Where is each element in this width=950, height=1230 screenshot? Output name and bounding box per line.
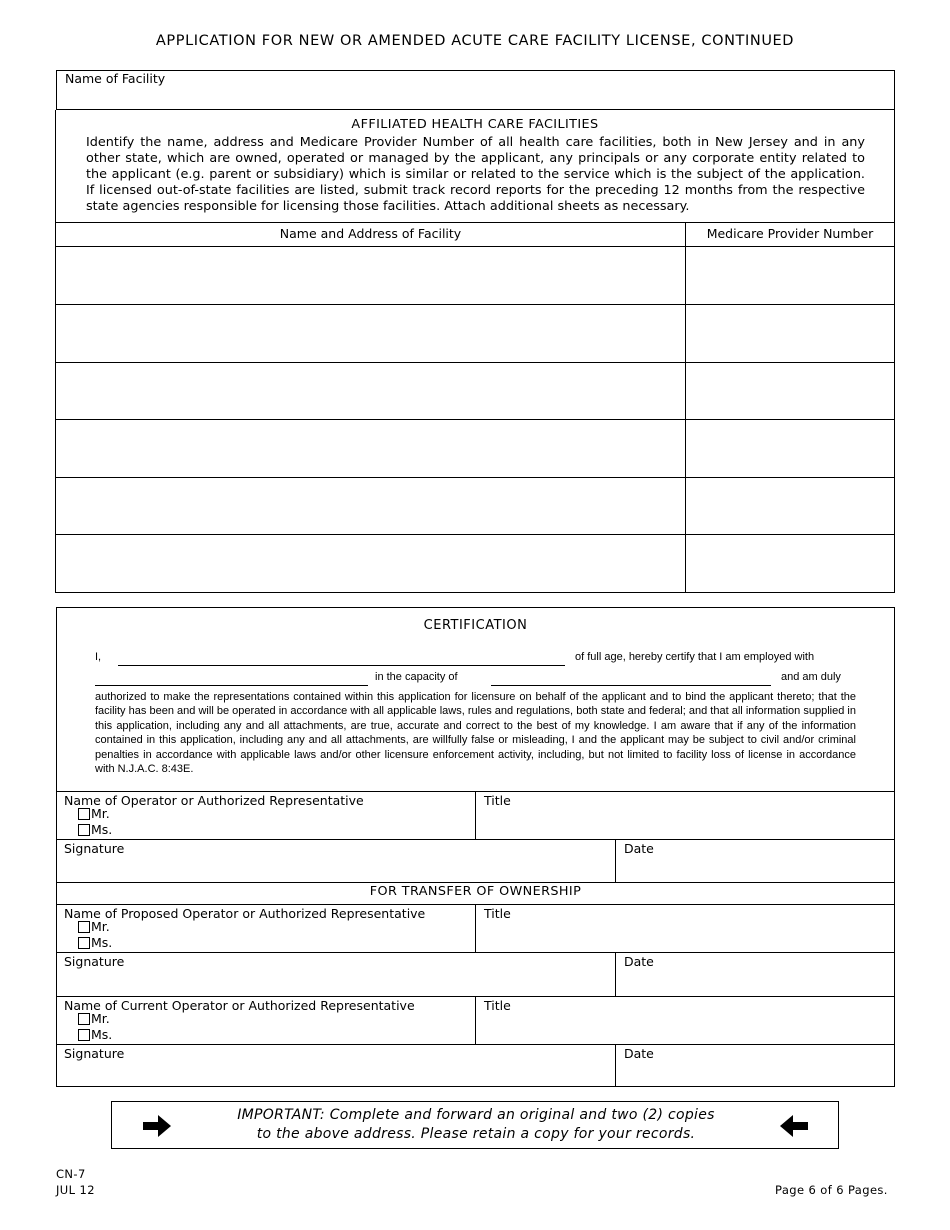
employer-line[interactable] (95, 685, 368, 686)
mr-label: Mr. (91, 806, 110, 821)
proposed-date-field[interactable] (616, 953, 894, 996)
affiliated-instructions: Identify the name, address and Medicare Provider Number of all health care facilities, both in New Jersey and in any other state, which are owned, operated or managed by the applicant, any principals or any corporate entity related to the applicant (e.g. parent or subsidiary) which is similar or related to the service which is the subject of the application. If licensed out-of-state facilities are listed, submit track record reports for the preceding 12 months from the respective state agencies responsible for licensing those facilities. Attach additional sheets as necessary. (86, 135, 865, 214)
current-operator-name-label: Name of Current Operator or Authorized Representative (64, 998, 415, 1013)
page-number: Page 6 of 6 Pages. (775, 1183, 888, 1197)
certification-body: authorized to make the representations contained within this application for licensure on behalf of the applicant and to bind the applicant thereto; that the facility has been and will be operated in accordance with all applicable laws, rules and regulations, both state and federal; and that all information supplied in this application, including any and all attachments, are true, accurate and correct to the best of my knowledge. I am aware that if any of the information contained in this application, including any and all attachments, are willfully false or misleading, I and the applicant may be subject to civil and/or criminal penalties in accordance with applicable laws and/or other licensure enforcement activity, including, but not limited to facility loss of license in accordance with N.J.A.C. 8:43E. (95, 691, 856, 776)
current-title-field[interactable] (476, 997, 894, 1044)
important-line-2: to the above address. Please retain a copy for your records. (256, 1126, 696, 1142)
table-row (56, 535, 894, 592)
table-row (56, 478, 894, 534)
current-mr-checkbox[interactable] (78, 1013, 90, 1025)
current-ms-label: Ms. (91, 1027, 113, 1042)
ms-label: Ms. (91, 822, 113, 837)
current-date-label: Date (624, 1046, 654, 1061)
capacity-line[interactable] (491, 685, 771, 686)
proposed-signature-field[interactable] (57, 953, 615, 996)
table-row (56, 363, 894, 419)
operator-signature-field[interactable] (57, 840, 615, 882)
medicare-number-cell[interactable] (686, 363, 894, 419)
affiliated-section (55, 110, 895, 593)
operator-date-label: Date (624, 841, 654, 856)
ms-checkbox[interactable] (78, 824, 90, 836)
table-row (56, 420, 894, 477)
column-header-name-address: Name and Address of Facility (279, 226, 462, 241)
proposed-operator-name-label: Name of Proposed Operator or Authorized Representative (64, 906, 426, 921)
facility-name-address-cell[interactable] (56, 420, 685, 477)
arrow-left-icon (779, 1114, 809, 1138)
operator-title-label: Title (484, 793, 511, 808)
medicare-number-cell[interactable] (686, 535, 894, 592)
facility-name-address-cell[interactable] (56, 247, 685, 304)
important-notice (111, 1101, 839, 1149)
proposed-ms-checkbox[interactable] (78, 937, 90, 949)
mr-checkbox[interactable] (78, 808, 90, 820)
proposed-date-label: Date (624, 954, 654, 969)
current-ms-checkbox[interactable] (78, 1029, 90, 1041)
cert-duly-text: and am duly (781, 671, 841, 683)
certifier-name-line[interactable] (118, 665, 565, 666)
current-date-field[interactable] (616, 1045, 894, 1086)
page-title: APPLICATION FOR NEW OR AMENDED ACUTE CARE FACILITY LICENSE, CONTINUED (155, 33, 795, 49)
current-operator-name-field[interactable] (57, 997, 475, 1044)
medicare-number-cell[interactable] (686, 420, 894, 477)
cert-i-label: I, (95, 651, 102, 663)
medicare-number-cell[interactable] (686, 478, 894, 534)
transfer-heading: FOR TRANSFER OF OWNERSHIP (369, 884, 582, 899)
facility-name-address-cell[interactable] (56, 535, 685, 592)
current-signature-label: Signature (64, 1046, 125, 1061)
form-code: CN-7 (56, 1167, 86, 1181)
form-revision: JUL 12 (56, 1183, 95, 1197)
operator-date-field[interactable] (616, 840, 894, 882)
proposed-title-label: Title (484, 906, 511, 921)
facility-name-address-cell[interactable] (56, 305, 685, 362)
proposed-mr-label: Mr. (91, 919, 110, 934)
facility-name-field[interactable] (56, 70, 895, 110)
important-line-1: IMPORTANT: Complete and forward an original and two (2) copies (237, 1107, 715, 1123)
proposed-signature-label: Signature (64, 954, 125, 969)
certification-heading: CERTIFICATION (423, 618, 528, 633)
current-title-label: Title (484, 998, 511, 1013)
proposed-ms-label: Ms. (91, 935, 113, 950)
facility-name-address-cell[interactable] (56, 363, 685, 419)
certification-section (56, 607, 895, 1087)
proposed-title-field[interactable] (476, 905, 894, 952)
proposed-mr-checkbox[interactable] (78, 921, 90, 933)
table-row (56, 305, 894, 362)
arrow-right-icon (142, 1114, 172, 1138)
current-mr-label: Mr. (91, 1011, 110, 1026)
current-signature-field[interactable] (57, 1045, 615, 1086)
operator-signature-label: Signature (64, 841, 125, 856)
facility-name-label: Name of Facility (65, 71, 166, 86)
column-header-medicare: Medicare Provider Number (706, 226, 874, 241)
medicare-number-cell[interactable] (686, 305, 894, 362)
operator-name-field[interactable] (57, 792, 475, 839)
table-row (56, 247, 894, 304)
facility-name-address-cell[interactable] (56, 478, 685, 534)
proposed-operator-name-field[interactable] (57, 905, 475, 952)
operator-name-label: Name of Operator or Authorized Representative (64, 793, 364, 808)
operator-title-field[interactable] (476, 792, 894, 839)
affiliated-heading: AFFILIATED HEALTH CARE FACILITIES (351, 117, 599, 132)
medicare-number-cell[interactable] (686, 247, 894, 304)
cert-capacity-text: in the capacity of (375, 671, 458, 683)
cert-full-age-text: of full age, hereby certify that I am employed with (575, 651, 815, 663)
